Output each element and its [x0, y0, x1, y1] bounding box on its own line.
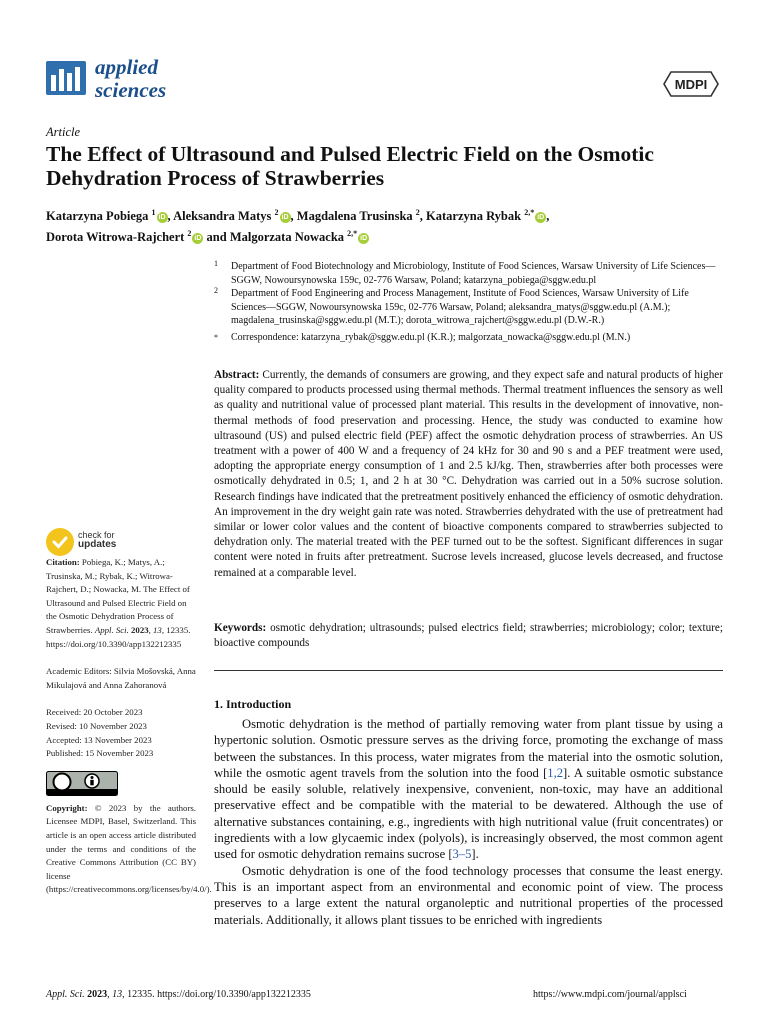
footer-doi[interactable]: , 12335. https://doi.org/10.3390/app132212335	[122, 989, 311, 1000]
citation-doi[interactable]: , 12335. https://doi.org/10.3390/app132212335	[46, 624, 191, 649]
affiliation-text: Department of Food Engineering and Process Management, Institute of Food Sciences, Warsaw University of Life Sciences—SGGW, Nowoursynowska 159c, 02-776 Warsaw, Poland; aleksandra_matys@sggw.edu.pl (A.M.); magdalena_trusinska@sggw.edu.pl (M.T.); dorota_witrowa_rajchert@sggw.edu.pl (D.W.-R.)	[231, 288, 689, 326]
affiliation-mark: 2	[214, 286, 218, 295]
author-affiliation-mark: 1	[151, 208, 156, 217]
keywords-label: Keywords:	[214, 622, 267, 634]
citation-year: 2023	[131, 624, 149, 635]
abstract-label: Abstract:	[214, 369, 260, 381]
affiliation-1	[214, 260, 724, 287]
mdpi-logo	[663, 71, 719, 97]
author-affiliation-mark: 2	[415, 208, 420, 217]
citation-link[interactable]: 1,2	[547, 765, 564, 780]
affiliation-text: Department of Food Biotechnology and Microbiology, Institute of Food Sciences, Warsaw University of Life Sciences—SGGW, Nowoursynowska 159c, 02-776 Warsaw, Poland; katarzyna_pobiega@sggw.edu.pl	[231, 261, 716, 286]
author-name[interactable]: Aleksandra Matys	[173, 209, 272, 224]
citation-label: Citation:	[46, 557, 80, 567]
abstract	[214, 368, 723, 581]
check-for-updates-line1: check for	[78, 530, 115, 540]
author-name[interactable]: Katarzyna Pobiega	[46, 209, 149, 224]
article-title: The Effect of Ultrasound and Pulsed Electric Field on the Osmotic Dehydration Process of Strawberries	[46, 142, 654, 190]
journal-logo-icon	[46, 61, 86, 95]
journal-name	[95, 56, 166, 102]
copyright-text: © 2023 by the authors. Licensee MDPI, Basel, Switzerland. This article is an open access article distributed under the terms and conditions of the Creative Commons Attribution (CC BY) license (https://creativecommons.org/licenses/by/4.0/).	[46, 802, 212, 895]
journal-name-line1: applied	[95, 55, 158, 79]
citation-text: Pobiega, K.; Matys, A.; Trusinska, M.; Rybak, K.; Witrowa-Rajchert, D.; Nowacka, M. The Effect of Ultrasound and Pulsed Electric Field on the Osmotic Dehydration Process of Strawberries.	[46, 557, 190, 635]
author-affiliation-mark: 2,*	[524, 208, 535, 217]
citation-block: Citation: Pobiega, K.; Matys, A.; Trusinska, M.; Rybak, K.; Witrowa-Rajchert, D.; Nowacka, M. The Effect of Ultrasound and Pulsed Electric Field on the Osmotic Dehydration Process of Strawberries. Appl. Sci. 2023, 13, 12335. https://doi.org/10.3390/app132212335	[46, 557, 191, 649]
academic-editors: Academic Editors: Silvia Mošovská, Anna Mikulajová and Anna Zahoranová	[46, 666, 196, 690]
copyright-block	[46, 802, 212, 897]
journal-name-line2: sciences	[95, 78, 167, 102]
correspondence	[214, 331, 724, 345]
correspondence-mark: *	[214, 332, 218, 342]
abstract-text: Currently, the demands of consumers are growing, and they expect safe and natural products of higher quality compared to products processed using thermal methods. Thermal treatment influences the sensory as well as quality and nutritional value of processed plant material. This results in the development of innovative, non-thermal methods of food preservation and processing. Hence, the study was conducted to examine how ultrasound (US) and pulsed electric field (PEF) affect the osmotic dehydration process of strawberries. An US treatment with a power of 400 W and a frequency of 24 kHz for 30 and 90 s and a PEF treatment were used, adopting the appropriate energy consumption of 1 and 2.5 kJ/kg. Then, strawberries after both processes were osmotically dehydrated in 0.5; 1, and 2 h at 30 °C. Dehydration was carried out in a 50% sucrose solution. Research findings have indicated that the pretreatment positively enhanced the efficiency of osmotic dehydration. An improvement in the dry weight gain rate was noted. Strawberries dehydrated with the use of pretreatment had similar or lower color values and the content of bioactive components compared to strawberries subjected to dehydration only. The material treated with the PEF turned out to be the softest. Significant differences in sugar content were noted in fruits after pretreatment. Sucrose levels increased, glucose levels decreased, and fructose remained at a comparable level.	[214, 369, 723, 579]
keywords-text: osmotic dehydration; ultrasounds; pulsed electrics field; strawberries; microbiology; color; texture; bioactive compounds	[214, 622, 724, 650]
intro-body	[214, 716, 723, 928]
section-heading: 1. Introduction	[214, 697, 292, 711]
author-name[interactable]: Katarzyna Rybak	[426, 209, 522, 224]
check-for-updates-label[interactable]	[78, 530, 116, 550]
paragraph: Osmotic dehydration is one of the food technology processes that consume the least energy. This is an important aspect from an environmental and economic point of view. The process preserves to a large extent the natural organoleptic and nutritional properties of the processed materials. Additionally, it allows plant tissues to be enriched with ingredients	[214, 863, 723, 927]
received-date: Received: 20 October 2023	[46, 707, 143, 718]
published-date: Published: 15 November 2023	[46, 748, 154, 759]
section-divider	[214, 670, 723, 671]
accepted-date: Accepted: 13 November 2023	[46, 734, 152, 745]
keywords	[214, 621, 723, 651]
author-affiliation-mark: 2	[274, 208, 279, 217]
citation-link[interactable]: 3–5	[452, 847, 472, 862]
footer-journal-url[interactable]: https://www.mdpi.com/journal/applsci	[533, 989, 687, 1000]
sidebar	[46, 556, 212, 897]
footer-volume: 13	[112, 989, 123, 1000]
author-conjunction: and	[206, 230, 227, 245]
citation-journal: Appl. Sci.	[94, 624, 129, 635]
copyright-label: Copyright:	[46, 802, 88, 813]
paragraph	[214, 716, 723, 863]
author-name[interactable]: Magdalena Trusinska	[296, 209, 413, 224]
check-for-updates-line2: updates	[78, 539, 117, 550]
affiliations	[214, 260, 724, 344]
check-for-updates-icon[interactable]	[46, 528, 74, 556]
paragraph-text: Osmotic dehydration is the method of partially removing water from plant tissue by using a hypertonic solution. Osmotic pressure serves as the driving force, promoting the exchange of mass between the substances. In this process, water migrates from the material into the osmotic solution, while the osmotic agent travels from the solution into the food [	[214, 717, 723, 780]
correspondence-text: Correspondence: katarzyna_rybak@sggw.edu.pl (K.R.); malgorzata_nowacka@sggw.edu.pl (M.N.)	[231, 331, 631, 343]
footer-citation: Appl. Sci. 2023, 13, 12335. https://doi.org/10.3390/app132212335	[46, 989, 311, 1000]
affiliation-2	[214, 287, 724, 328]
orcid-icon[interactable]: iD	[360, 235, 368, 243]
revised-date: Revised: 10 November 2023	[46, 720, 147, 731]
author-affiliation-mark: 2	[187, 229, 192, 239]
author-affiliation-mark: 2,*	[347, 229, 358, 239]
footer-year: 2023	[87, 989, 108, 1000]
author-name[interactable]: Malgorzata Nowacka	[229, 230, 345, 245]
cc-by-license-icon[interactable]	[46, 771, 118, 796]
paragraph-text: ]. A suitable osmotic substance should be easily soluble, relatively inexpensive, convenient, non-toxic, may have an additional preservative effect and be compatible with the material to be dewatered. Although the use of alternative substances containing, e.g., ingredients with high nutritional value (fruit concentrates) or ingredients with a low glycaemic index (polyols), is increasingly observed, the most common agent used for osmotic dehydration remains sucrose [	[214, 765, 723, 862]
citation-volume: 13	[153, 624, 162, 635]
author-list: Katarzyna Pobiega $^1$iD , Aleksandra Matys $^2$iD , Magdalena Trusinska $^2$, Katarzyna Rybak $^{2,*}$iD , Dorota Witrowa-Rajchert $^2$iD and Malgorzata Nowacka $^{2,*}$iD	[46, 208, 550, 245]
orcid-icon[interactable]: iD	[158, 214, 166, 222]
orcid-icon[interactable]: iD	[281, 214, 289, 222]
author-name[interactable]: Dorota Witrowa-Rajchert	[46, 230, 185, 245]
affiliation-mark: 1	[214, 259, 218, 268]
orcid-icon[interactable]: iD	[194, 235, 202, 243]
mdpi-logo-text: MDPI	[674, 77, 708, 92]
orcid-icon[interactable]: iD	[537, 214, 545, 222]
footer-journal: Appl. Sci.	[46, 989, 85, 1000]
article-type: Article	[46, 125, 81, 139]
paragraph-text: ].	[471, 847, 479, 862]
